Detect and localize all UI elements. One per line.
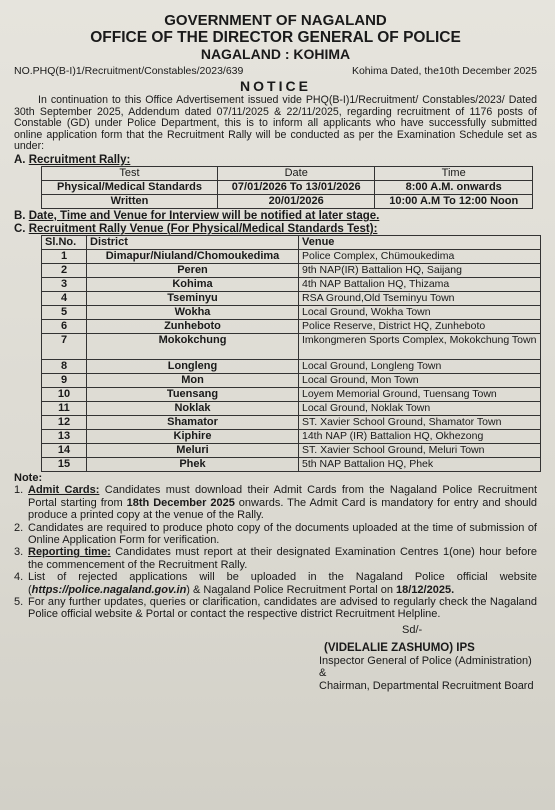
table-row: 3 Kohima 4th NAP Battalion HQ, Thizama [42, 277, 541, 291]
table-row: 9 Mon Local Ground, Mon Town [42, 373, 541, 387]
table-cell: Physical/Medical Standards [42, 180, 218, 194]
table-row [42, 194, 533, 208]
table-row: 12 Shamator ST. Xavier School Ground, Shamator Town [42, 415, 541, 429]
signatory-designation-2: Chairman, Departmental Recruitment Board [319, 679, 534, 692]
reference-number: NO.PHQ(B-I)1/Recruitment/Constables/2023/639 [14, 65, 244, 77]
column-header: Sl.No. [42, 235, 87, 249]
signatory-name: (VIDELALIE ZASHUMO) IPS [324, 641, 475, 654]
section-c-heading: C. Recruitment Rally Venue (For Physical/Medical Standards Test): [14, 222, 378, 235]
table-row: 13 Kiphire 14th NAP (IR) Battalion HQ, Okhezong [42, 429, 541, 443]
column-header: Test [42, 166, 218, 180]
signatory-designation: Inspector General of Police (Administration) & [319, 654, 532, 679]
column-header: Time [375, 166, 533, 180]
column-header: Venue [299, 235, 541, 249]
column-header: District [87, 235, 299, 249]
column-header: Date [218, 166, 375, 180]
table-cell: 20/01/2026 [218, 194, 375, 208]
office-title: OFFICE OF THE DIRECTOR GENERAL OF POLICE [90, 29, 461, 46]
signature-block [314, 624, 537, 692]
note-item: 5. For any further updates, queries or clarification, candidates are advised to regularly check the Nagaland Police official website & Portal or contact the respective district Recruitment Helpline. [14, 596, 537, 621]
note-item: 2. Candidates are required to produce photo copy of the documents uploaded at the time of submission of Online Application Form for verification. [14, 521, 537, 546]
note-item: 4. List of rejected applications will be uploaded in the Nagaland Police official website (https://police.nagaland.gov.in) & Nagaland Police Recruitment Portal on 18/12/2025. [14, 571, 537, 596]
table-row: 6 Zunheboto Police Reserve, District HQ, Zunheboto [42, 319, 541, 333]
table-row: 2 Peren 9th NAP(IR) Battalion HQ, Saijang [42, 263, 541, 277]
rally-schedule-table [41, 166, 533, 209]
notice-title: NOTICE [240, 78, 311, 94]
table-cell: Written [42, 194, 218, 208]
table-row: 15 Phek 5th NAP Battalion HQ, Phek [42, 457, 541, 471]
table-header-row [42, 166, 533, 180]
venue-table [41, 235, 541, 472]
table-row [42, 180, 533, 194]
table-row: 14 Meluri ST. Xavier School Ground, Meluri Town [42, 443, 541, 457]
section-b-heading: B. Date, Time and Venue for Interview will be notified at later stage. [14, 209, 380, 222]
table-row: 7 Mokokchung Imkongmeren Sports Complex, Mokokchung Town [42, 333, 541, 359]
notice-date: Kohima Dated, the10th December 2025 [351, 65, 537, 77]
table-row: 8 Longleng Local Ground, Longleng Town [42, 359, 541, 373]
table-header-row [42, 235, 541, 249]
reference-line [14, 65, 537, 77]
table-row: 5 Wokha Local Ground, Wokha Town [42, 305, 541, 319]
website-link[interactable]: https://police.nagaland.gov.in [31, 583, 187, 596]
government-title: GOVERNMENT OF NAGALAND [164, 12, 387, 29]
letterhead [14, 12, 537, 63]
intro-paragraph: In continuation to this Office Advertisement issued vide PHQ(B-I)1/Recruitment/ Constables/2023/ Dated 30th September 2025, Addendum dated 07/11/2025 & 22/11/2025, regarding recruitment of 1176 posts of Constable (GD) under Police Department, this is to inform all applicants who have successfully submitted online application form that the Recruitment Rally will be conducted as per the Examination Schedule set as under: [14, 94, 537, 153]
section-a-heading: A. Recruitment Rally: [14, 153, 131, 166]
table-cell: 8:00 A.M. onwards [375, 180, 533, 194]
table-cell: 10:00 A.M To 12:00 Noon [375, 194, 533, 208]
table-row: 10 Tuensang Loyem Memorial Ground, Tuensang Town [42, 387, 541, 401]
table-row: 11 Noklak Local Ground, Noklak Town [42, 401, 541, 415]
table-row: 1 Dimapur/Niuland/Chomoukedima Police Complex, Chümoukedima [42, 249, 541, 263]
note-item: 1. Admit Cards: Candidates must download their Admit Cards from the Nagaland Police Recruitment Portal starting from 18th December 2025 onwards. The Admit Card is mandatory for entry and should produce a printed copy at the venue of the Rally. [14, 484, 538, 522]
table-cell: 07/01/2026 To 13/01/2026 [218, 180, 375, 194]
location-title: NAGALAND : KOHIMA [200, 46, 351, 62]
signed-mark: Sd/- [402, 623, 423, 636]
notes-section [14, 472, 537, 621]
table-row: 4 Tseminyu RSA Ground,Old Tseminyu Town [42, 291, 541, 305]
note-item: 3. Reporting time: Candidates must report at their designated Examination Centres 1(one) hour before the commencement of the Recruitment Rally. [14, 546, 537, 571]
notes-heading: Note: [14, 471, 43, 484]
